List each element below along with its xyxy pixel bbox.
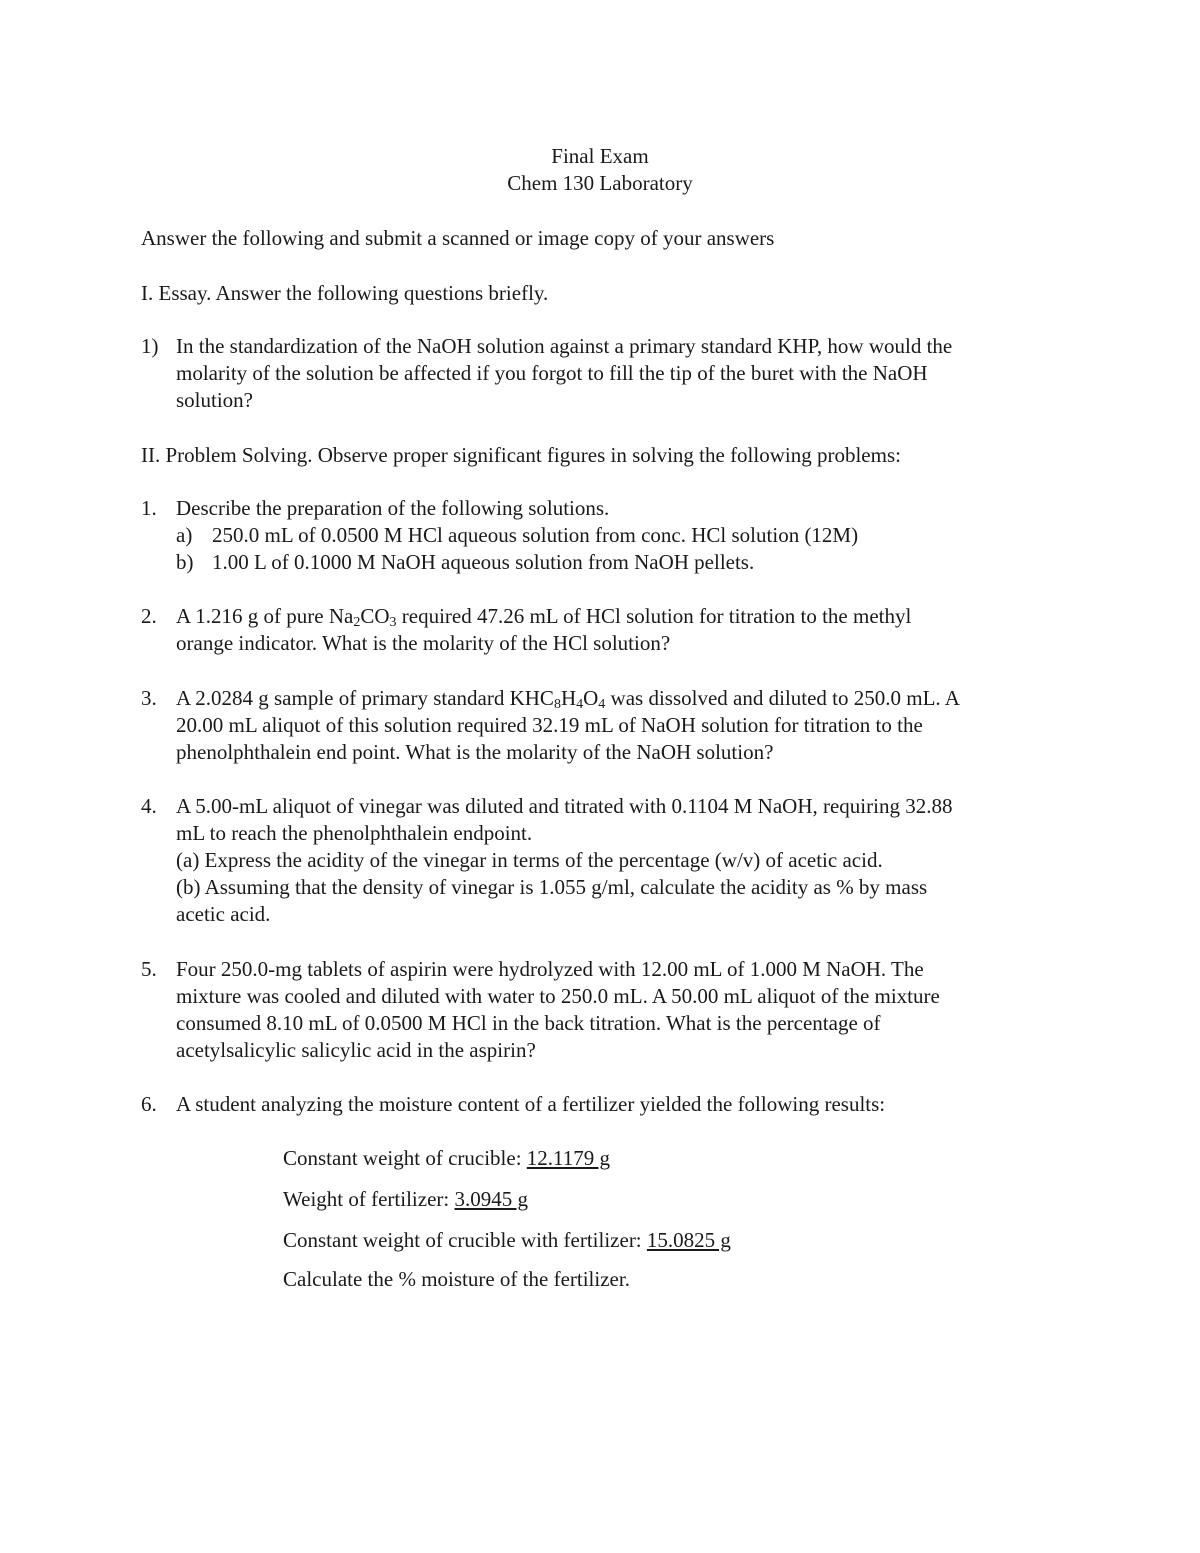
- crucible-weight-row: Constant weight of crucible: 12.1179 g: [283, 1146, 611, 1170]
- page-subtitle: Chem 130 Laboratory: [507, 171, 693, 195]
- q1-line-2: molarity of the solution be affected if you forgot to fill the tip of the buret with the NaOH: [176, 361, 928, 385]
- p4-line-2: mL to reach the phenolphthalein endpoint.: [176, 821, 533, 845]
- p3-line-1: A 2.0284 g sample of primary standard $KHC_8H_4O_4$ was dissolved and diluted to 250.0 mL. A: [176, 686, 960, 712]
- p5-line-2: mixture was cooled and diluted with water to 250.0 mL. A 50.00 mL aliquot of the mixture: [176, 984, 940, 1008]
- p5-line-1: Four 250.0-mg tablets of aspirin were hydrolyzed with 12.00 mL of 1.000 M NaOH. The: [176, 957, 924, 981]
- part1-heading: I. Essay. Answer the following questions briefly.: [141, 281, 549, 305]
- p1-a-text: 250.0 mL of 0.0500 M HCl aqueous solution from conc. HCl solution (12M): [212, 523, 859, 547]
- p6-text: A student analyzing the moisture content of a fertilizer yielded the following results:: [176, 1092, 886, 1116]
- p1-number: 1.: [141, 496, 157, 520]
- fertilizer-weight-value: 3.0945 g: [454, 1187, 528, 1211]
- p4-line-3: (a) Express the acidity of the vinegar in terms of the percentage (w/v) of acetic acid.: [176, 848, 883, 872]
- p1-b-text: 1.00 L of 0.1000 M NaOH aqueous solution from NaOH pellets.: [212, 550, 755, 574]
- p1-b-label: b): [176, 550, 194, 574]
- p2-line-1: A 1.216 g of pure $Na_2CO_3$ required 47.26 mL of HCl solution for titration to the methyl: [176, 604, 912, 630]
- p3-line-3: phenolphthalein end point. What is the molarity of the NaOH solution?: [176, 740, 774, 764]
- crucible-fertilizer-weight-row: Constant weight of crucible with fertilizer: 15.0825 g: [283, 1228, 731, 1252]
- p4-number: 4.: [141, 794, 157, 818]
- q1-line-1: In the standardization of the NaOH solution against a primary standard KHP, how would the: [176, 334, 953, 358]
- fertilizer-weight-row: Weight of fertilizer: 3.0945 g: [283, 1187, 528, 1211]
- p5-line-3: consumed 8.10 mL of 0.0500 M HCl in the back titration. What is the percentage of: [176, 1011, 881, 1035]
- p4-line-4: (b) Assuming that the density of vinegar is 1.055 g/ml, calculate the acidity as % by mass: [176, 875, 928, 899]
- p4-line-1: A 5.00-mL aliquot of vinegar was diluted and titrated with 0.1104 M NaOH, requiring 32.88: [176, 794, 953, 818]
- q1-line-3: solution?: [176, 388, 253, 412]
- p3-number: 3.: [141, 686, 157, 710]
- p3-line-2: 20.00 mL aliquot of this solution required 32.19 mL of NaOH solution for titration to the: [176, 713, 923, 737]
- p6-number: 6.: [141, 1092, 157, 1116]
- page-title: Final Exam: [551, 144, 649, 168]
- part2-heading: II. Problem Solving. Observe proper significant figures in solving the following problems:: [141, 443, 901, 467]
- crucible-weight-value: 12.1179 g: [526, 1146, 611, 1170]
- p2-line-2: orange indicator. What is the molarity of the HCl solution?: [176, 631, 671, 655]
- p1-a-label: a): [176, 523, 193, 547]
- p2-number: 2.: [141, 604, 157, 628]
- p5-number: 5.: [141, 957, 157, 981]
- p1-text: Describe the preparation of the following solutions.: [176, 496, 610, 520]
- p6-calculate: Calculate the % moisture of the fertilizer.: [283, 1267, 630, 1291]
- q1-number: 1): [141, 334, 159, 358]
- instructions: Answer the following and submit a scanned or image copy of your answers: [141, 226, 775, 250]
- p4-line-5: acetic acid.: [176, 902, 271, 926]
- p5-line-4: acetylsalicylic salicylic acid in the aspirin?: [176, 1038, 536, 1062]
- crucible-fertilizer-weight-value: 15.0825 g: [646, 1228, 731, 1252]
